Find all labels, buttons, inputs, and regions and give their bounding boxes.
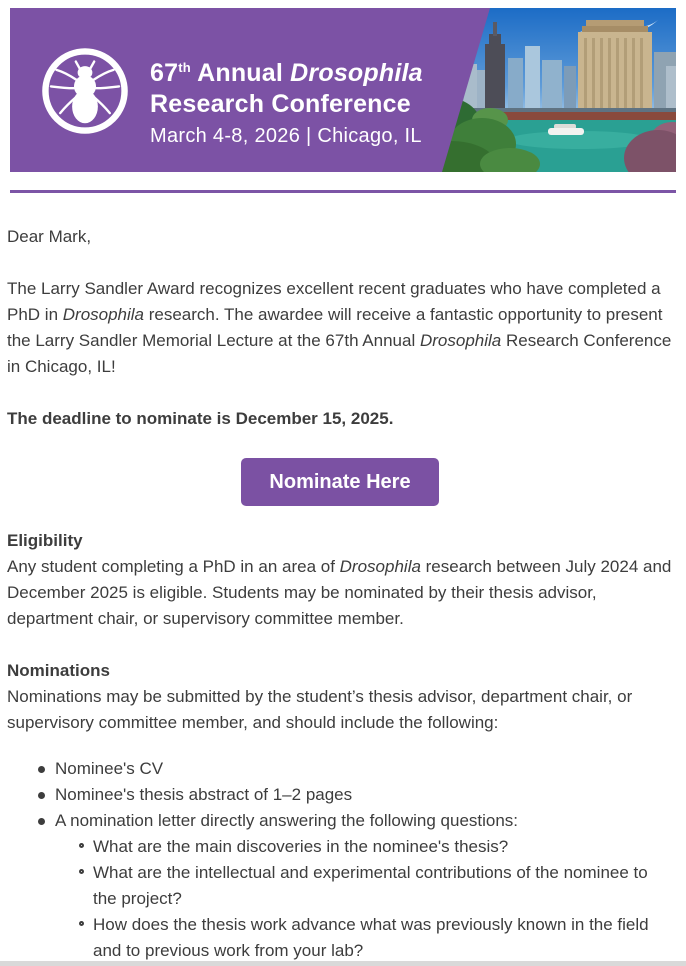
sub-list-item-text: What are the intellectual and experimental contributions of the nominee to the project? (93, 863, 648, 908)
conference-banner (10, 8, 676, 172)
bullet-icon (38, 792, 45, 799)
list-item (7, 756, 673, 782)
banner-title-number: 67 (150, 59, 179, 87)
chicago-skyline-photo (430, 8, 676, 172)
deadline-text: The deadline to nominate is December 15, 2025. (7, 409, 394, 428)
list-item-text: Nominee's thesis abstract of 1–2 pages (55, 785, 353, 804)
eligibility-heading: Eligibility (7, 531, 83, 550)
bullet-icon (38, 766, 45, 773)
nominations-paragraph: Nominations may be submitted by the student’s thesis advisor, department chair, or supervisory committee member, and should include the following: (7, 687, 633, 732)
sub-list-item (7, 860, 673, 912)
banner-title-superscript: th (178, 60, 191, 75)
banner-title-drosophila: Drosophila (290, 59, 423, 87)
banner-title-annual: Annual (190, 59, 291, 87)
sub-list-item-text: What are the main discoveries in the nominee's thesis? (93, 837, 509, 856)
banner-title-line2: Research Conference (150, 90, 411, 118)
fly-icon (38, 45, 132, 137)
cta-row (7, 458, 673, 506)
sub-list-item (7, 834, 673, 860)
circle-bullet-icon (79, 869, 84, 874)
banner-title-line1 (150, 52, 423, 89)
bottom-border (0, 961, 686, 966)
list-item-text: Nominee's CV (55, 759, 164, 778)
sub-list-item (7, 912, 673, 964)
banner-text (150, 52, 423, 150)
list-item (7, 808, 673, 834)
list-item-text: A nomination letter directly answering the following questions: (55, 811, 519, 830)
circle-bullet-icon (79, 921, 84, 926)
nominate-here-button[interactable]: Nominate Here (241, 458, 438, 506)
bullet-icon (38, 818, 45, 825)
banner-subtitle: March 4-8, 2026 | Chicago, IL (150, 125, 422, 147)
sub-list-item-text: How does the thesis work advance what was previously known in the field and to previous work from your lab? (93, 915, 649, 960)
email-body (7, 193, 673, 964)
nominations-heading: Nominations (7, 661, 110, 680)
eligibility-paragraph: Any student completing a PhD in an area of Drosophila research between July 2024 and December 2025 is eligible. Students may be nominated by their thesis advisor, department chair, or supervisory committee member. (7, 557, 672, 628)
circle-bullet-icon (79, 843, 84, 848)
list-item (7, 782, 673, 808)
requirements-list (7, 756, 673, 964)
intro-paragraph: The Larry Sandler Award recognizes excellent recent graduates who have completed a PhD in Drosophila research. The awardee will receive a fantastic opportunity to present the Larry Sandler Memorial Lecture at the 67th Annual Drosophila Research Conference in Chicago, IL! (7, 279, 672, 376)
greeting: Dear Mark, (7, 227, 92, 246)
